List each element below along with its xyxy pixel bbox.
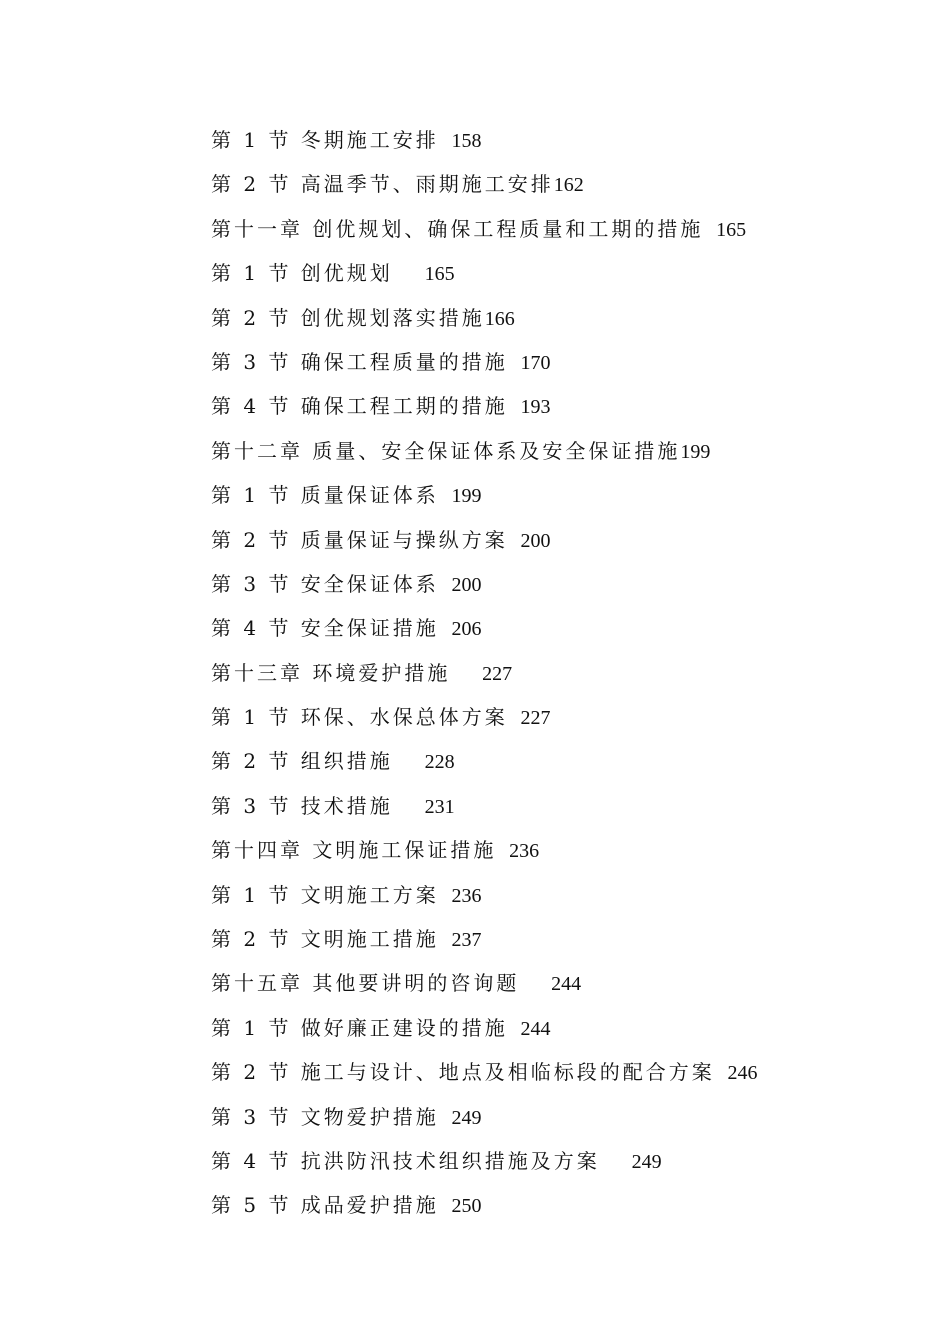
toc-entry[interactable] (211, 828, 758, 872)
toc-entry-gap (496, 838, 509, 862)
toc-entry-page: 249 (451, 1106, 482, 1129)
toc-entry-title: 第 1 节 做好廉正建设的措施 (211, 1015, 508, 1040)
toc-entry-page: 165 (424, 263, 455, 286)
toc-entry[interactable] (211, 873, 758, 917)
toc-entry-gap (393, 261, 425, 285)
toc-entry-page: 162 (553, 174, 584, 197)
toc-entry[interactable] (211, 651, 758, 695)
toc-entry-title: 第十五章 其他要讲明的咨询题 (211, 971, 520, 996)
toc-entry-page: 244 (551, 973, 582, 996)
toc-entry[interactable] (211, 1050, 758, 1094)
toc-entry-page: 227 (482, 662, 513, 685)
toc-entry[interactable] (211, 562, 758, 606)
toc-entry-page: 200 (520, 529, 551, 552)
toc-entry-page: 199 (680, 440, 711, 463)
toc-entry-page: 228 (424, 751, 455, 774)
toc-entry-gap (439, 883, 452, 907)
toc-entry[interactable] (211, 1139, 758, 1183)
toc-entry-gap (393, 749, 425, 773)
toc-entry-title: 第十二章 质量、安全保证体系及安全保证措施 (211, 438, 681, 463)
toc-entry[interactable] (211, 118, 758, 162)
toc-entry[interactable] (211, 1095, 758, 1139)
toc-entry-title: 第十一章 创优规划、确保工程质量和工期的措施 (211, 216, 704, 241)
toc-entry-page: 249 (631, 1150, 662, 1173)
toc-entry-page: 199 (451, 485, 482, 508)
toc-entry-page: 165 (716, 218, 747, 241)
toc-entry-title: 第 1 节 环保、水保总体方案 (211, 705, 508, 730)
toc-entry-page: 231 (424, 795, 455, 818)
toc-entry-gap (439, 483, 452, 507)
toc-entry[interactable] (211, 606, 758, 650)
toc-entry-title: 第 3 节 确保工程质量的措施 (211, 349, 508, 374)
toc-entry-page: 237 (451, 929, 482, 952)
toc-entry[interactable] (211, 695, 758, 739)
toc-entry-title: 第 2 节 高温季节、雨期施工安排 (211, 172, 554, 197)
toc-entry[interactable] (211, 1183, 758, 1227)
toc-entry-page: 246 (727, 1062, 758, 1085)
toc-entry-gap (508, 1016, 521, 1040)
toc-entry[interactable] (211, 917, 758, 961)
toc-entry[interactable] (211, 296, 758, 340)
toc-entry-gap (439, 927, 452, 951)
toc-entry-title: 第 4 节 确保工程工期的措施 (211, 394, 508, 419)
toc-entry-title: 第 4 节 安全保证措施 (211, 616, 439, 641)
toc-entry-title: 第 2 节 组织措施 (211, 749, 393, 774)
toc-entry-page: 236 (509, 840, 540, 863)
toc-entry-title: 第十四章 文明施工保证措施 (211, 838, 497, 863)
toc-entry-page: 227 (520, 707, 551, 730)
toc-entry[interactable] (211, 784, 758, 828)
toc-entry-page: 206 (451, 618, 482, 641)
toc-entry[interactable] (211, 429, 758, 473)
toc-entry-title: 第 1 节 文明施工方案 (211, 882, 439, 907)
toc-entry-gap (715, 1060, 728, 1084)
toc-entry-title: 第 2 节 施工与设计、地点及相临标段的配合方案 (211, 1060, 715, 1085)
toc-entry-gap (600, 1149, 632, 1173)
toc-entry-title: 第 1 节 质量保证体系 (211, 483, 439, 508)
toc-entry-page: 236 (451, 884, 482, 907)
toc-entry-gap (508, 705, 521, 729)
toc-entry-title: 第 4 节 抗洪防汛技术组织措施及方案 (211, 1148, 600, 1173)
toc-entry-gap (393, 794, 425, 818)
toc-entry[interactable] (211, 1006, 758, 1050)
toc-entry-page: 250 (451, 1195, 482, 1218)
table-of-contents (211, 118, 758, 1228)
toc-entry-gap (508, 350, 521, 374)
toc-entry-title: 第 2 节 创优规划落实措施 (211, 305, 485, 330)
toc-entry-title: 第 3 节 文物爱护措施 (211, 1104, 439, 1129)
toc-entry-title: 第 5 节 成品爱护措施 (211, 1193, 439, 1218)
toc-entry-title: 第 2 节 质量保证与操纵方案 (211, 527, 508, 552)
toc-entry-gap (439, 572, 452, 596)
toc-entry-title: 第 2 节 文明施工措施 (211, 927, 439, 952)
toc-entry-title: 第 3 节 安全保证体系 (211, 571, 439, 596)
toc-entry-page: 158 (451, 130, 482, 152)
toc-entry[interactable] (211, 251, 758, 295)
toc-entry-title: 第 3 节 技术措施 (211, 793, 393, 818)
toc-entry-page: 200 (451, 573, 482, 596)
toc-entry-page: 166 (484, 307, 515, 330)
toc-entry-title: 第 1 节 创优规划 (211, 261, 393, 286)
toc-entry-page: 193 (520, 396, 551, 419)
toc-entry-page: 170 (520, 351, 551, 374)
toc-entry-gap (703, 217, 716, 241)
toc-entry-gap (439, 1105, 452, 1129)
toc-entry[interactable] (211, 518, 758, 562)
toc-entry-page: 244 (520, 1017, 551, 1040)
toc-entry-gap (450, 661, 482, 685)
toc-entry-gap (439, 128, 452, 152)
toc-entry-gap (508, 528, 521, 552)
toc-entry[interactable] (211, 473, 758, 517)
toc-entry-title: 第 1 节 冬期施工安排 (211, 128, 439, 152)
toc-entry[interactable] (211, 340, 758, 384)
toc-entry-gap (439, 1193, 452, 1217)
toc-entry[interactable] (211, 961, 758, 1005)
toc-entry[interactable] (211, 739, 758, 783)
toc-entry[interactable] (211, 162, 758, 206)
toc-entry-gap (439, 616, 452, 640)
toc-entry[interactable] (211, 207, 758, 251)
toc-entry-title: 第十三章 环境爱护措施 (211, 660, 451, 685)
toc-entry[interactable] (211, 384, 758, 428)
toc-entry-gap (508, 394, 521, 418)
toc-entry-gap (519, 971, 551, 995)
